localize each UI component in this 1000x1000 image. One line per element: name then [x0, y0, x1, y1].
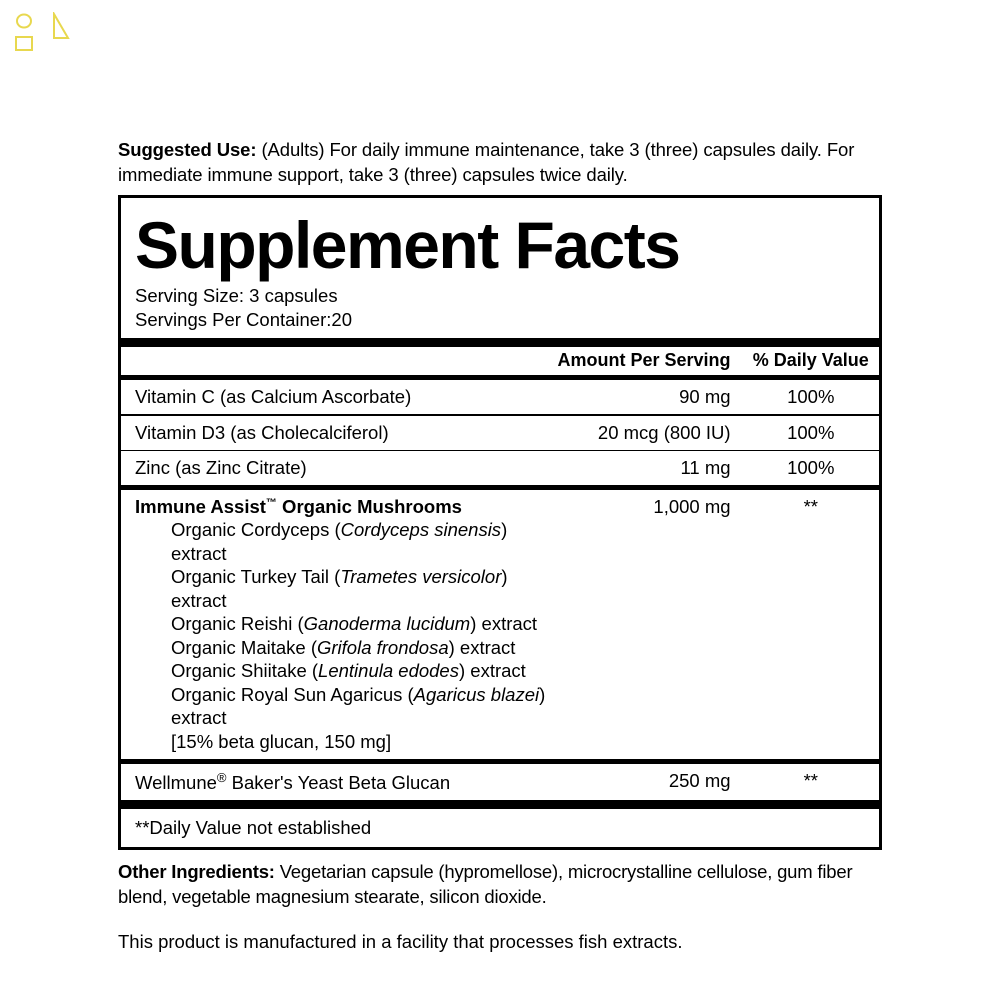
suggested-use-text: (Adults) For daily immune maintenance, take 3 (three) capsules daily. For immediate immune support, take 3 (three) capsules twice daily. — [118, 139, 855, 185]
blend-name-text: Immune Assist — [135, 496, 266, 518]
ingredient-prefix: Organic Maitake ( — [171, 636, 317, 658]
ingredient-prefix: Organic Shiitake ( — [171, 660, 319, 682]
nutrient-amount: 20 mcg (800 IU) — [597, 421, 731, 443]
other-ingredients-label: Other Ingredients: — [118, 861, 275, 883]
nutrient-daily-value: 100% — [787, 457, 835, 479]
nutrition-table — [121, 347, 879, 800]
ingredient-suffix: ) extract — [171, 519, 508, 564]
ingredient-prefix: Organic Royal Sun Agaricus ( — [171, 683, 414, 705]
panel-rule-thick-bottom — [121, 800, 879, 809]
table-row — [121, 416, 879, 450]
wellmune-name-suffix: Baker's Yeast Beta Glucan — [226, 772, 451, 794]
ingredient-prefix: Organic Turkey Tail ( — [171, 566, 341, 588]
nutrient-amount: 11 mg — [680, 457, 731, 479]
ingredient-suffix: ) extract — [458, 660, 526, 682]
ingredient-latin-name: Trametes versicolor — [340, 566, 502, 588]
daily-value-footnote: **Daily Value not established — [135, 817, 372, 839]
serving-size: Serving Size: 3 capsules — [135, 285, 338, 307]
header-daily-value: % Daily Value — [752, 350, 869, 371]
table-row — [121, 380, 879, 414]
table-row — [121, 451, 879, 485]
table-row-blend — [121, 490, 879, 759]
list-item — [171, 565, 545, 612]
blend-ingredient-list — [135, 518, 545, 753]
suggested-use-label: Suggested Use: — [118, 139, 257, 160]
ingredient-latin-name: Cordyceps sinensis — [340, 519, 502, 541]
ingredient-prefix: Organic Reishi ( — [171, 613, 304, 635]
nutrient-name: Zinc (as Zinc Citrate) — [135, 457, 307, 479]
list-item — [171, 659, 545, 682]
wellmune-name — [121, 764, 545, 800]
wellmune-amount: 250 mg — [668, 770, 731, 792]
blend-daily-value: ** — [803, 496, 818, 518]
wellmune-daily-value: ** — [803, 770, 818, 792]
nutrient-name: Vitamin D3 (as Cholecalciferol) — [135, 421, 389, 443]
ingredient-latin-name: Grifola frondosa — [317, 636, 449, 658]
ingredient-latin-name: Agaricus blazei — [413, 683, 540, 705]
nutrient-amount: 90 mg — [679, 386, 731, 408]
ingredient-suffix: ) extract — [448, 636, 516, 658]
ingredient-suffix: ) extract — [171, 566, 508, 611]
supplement-facts-panel — [118, 195, 882, 850]
list-item — [171, 612, 545, 635]
ingredient-suffix: ) extract — [171, 683, 546, 729]
ingredient-suffix: ) extract — [470, 613, 538, 635]
header-amount-per-serving: Amount Per Serving — [557, 350, 731, 371]
ingredient-latin-name: Ganoderma lucidum — [303, 613, 471, 635]
nutrient-daily-value: 100% — [787, 421, 835, 443]
serving-info — [121, 284, 879, 338]
wellmune-name-text: Wellmune — [135, 772, 217, 794]
panel-rule-thick-top — [121, 338, 879, 347]
supplement-facts-page — [118, 138, 882, 953]
servings-per-container: Servings Per Container:20 — [135, 309, 352, 331]
ingredient-prefix: Organic Cordyceps ( — [171, 519, 341, 541]
other-ingredients-text: Vegetarian capsule (hypromellose), microcrystalline cellulose, gum fiber blend, vegetable magnesium stearate, silicon dioxide. — [118, 861, 853, 907]
blend-name-suffix: Organic Mushrooms — [276, 496, 462, 518]
other-ingredients-paragraph — [118, 860, 882, 909]
ingredient-latin-name: Lentinula edodes — [318, 660, 459, 682]
list-item — [171, 518, 545, 565]
suggested-use-paragraph — [118, 138, 882, 187]
panel-title: Supplement Facts — [135, 208, 680, 283]
nutrient-daily-value: 100% — [787, 386, 835, 408]
table-header-row — [121, 347, 879, 375]
nutrient-name: Vitamin C (as Calcium Ascorbate) — [135, 386, 412, 408]
registered-mark: ® — [216, 770, 227, 786]
blend-name — [135, 496, 462, 517]
blend-amount: 1,000 mg — [653, 496, 731, 518]
blend-note: [15% beta glucan, 150 mg] — [171, 730, 392, 752]
list-item — [171, 683, 545, 730]
decorative-corner-mark — [10, 12, 70, 52]
list-item — [171, 636, 545, 659]
trademark-mark: ™ — [265, 497, 277, 510]
header-blank — [121, 347, 545, 375]
facility-allergen-note: This product is manufactured in a facility that processes fish extracts. — [118, 931, 683, 953]
blend-cell — [121, 490, 545, 759]
table-row — [121, 764, 879, 800]
